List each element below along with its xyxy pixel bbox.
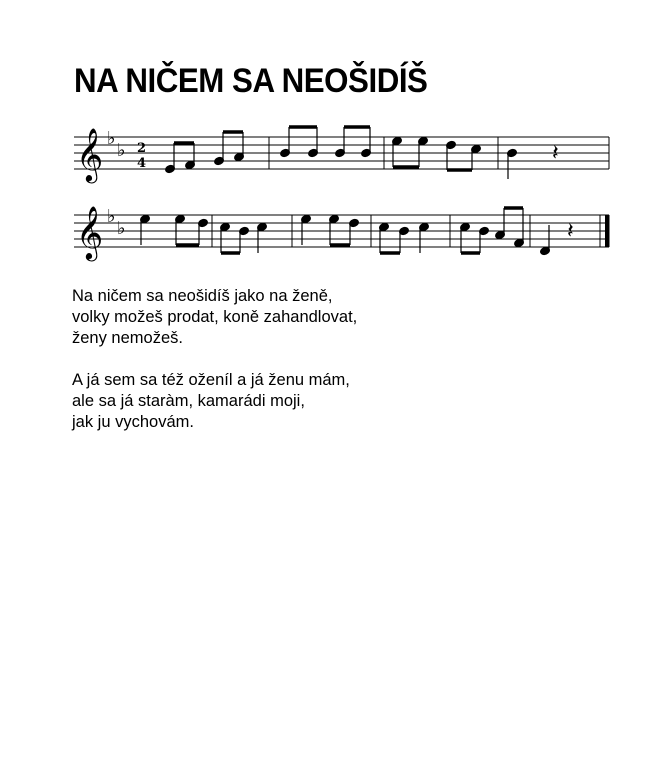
music-score — [0, 0, 668, 290]
key-signature-flats — [107, 128, 126, 161]
svg-text:♭: ♭ — [117, 218, 126, 239]
quarter-rest-icon: 𝄽 — [552, 141, 559, 166]
lyric-line: ženy nemožeš. — [72, 329, 183, 347]
treble-clef-icon: 𝄞 — [76, 127, 104, 181]
measure-8 — [379, 222, 430, 253]
measure-5 — [140, 214, 209, 245]
staff-system-2 — [74, 205, 610, 261]
measure-10 — [540, 225, 551, 256]
lyrics-stanza-1 — [72, 286, 357, 349]
staff-system-1 — [74, 127, 609, 183]
lyric-line: volky možeš prodat, koně zahandlovat, — [72, 308, 358, 326]
measure-7 — [301, 214, 360, 245]
measure-6 — [220, 222, 268, 253]
time-signature — [137, 141, 146, 171]
time-signature-top: 2 — [137, 141, 147, 156]
measure-4 — [507, 148, 518, 179]
lyrics-stanza-2 — [72, 370, 357, 433]
lyric-line: A já sem sa též oženíl a já ženu mám, — [72, 371, 350, 389]
svg-text:♭: ♭ — [107, 206, 116, 227]
lyric-line: ale sa já staràm, kamarádi moji, — [72, 392, 305, 410]
lyrics — [72, 286, 357, 454]
svg-text:♭: ♭ — [107, 128, 116, 149]
treble-clef-icon: 𝄞 — [76, 205, 104, 259]
svg-text:♭: ♭ — [117, 140, 126, 161]
key-signature-flats — [107, 206, 126, 239]
lyric-line: jak ju vychovám. — [72, 413, 194, 431]
song-title: NA NIČEM SA NEOŠIDÍŠ — [74, 62, 428, 100]
time-signature-bottom: 4 — [137, 156, 147, 171]
lyric-line: Na ničem sa neošidíš jako na ženě, — [72, 287, 333, 305]
quarter-rest-icon: 𝄽 — [567, 219, 574, 244]
